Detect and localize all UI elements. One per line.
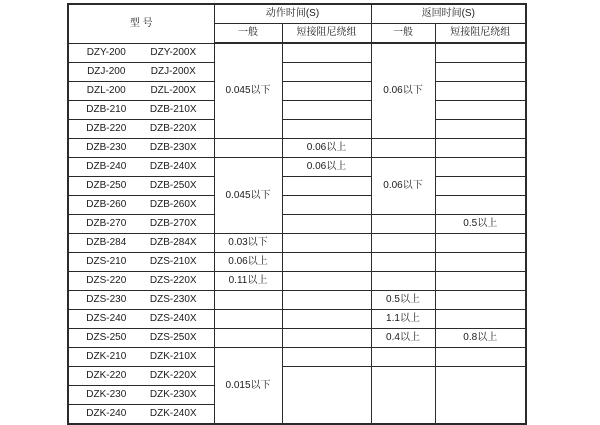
table-row xyxy=(68,101,526,120)
return-short-damping-cell xyxy=(435,348,526,367)
return-short-damping-cell xyxy=(435,43,526,63)
model-name-right: DZB-260X xyxy=(149,199,197,210)
model-name-left: DZB-284 xyxy=(86,237,127,248)
model-name-left: DZS-240 xyxy=(86,313,127,324)
model-name-right: DZS-230X xyxy=(149,294,197,305)
model-name-right: DZB-210X xyxy=(149,104,197,115)
return-general-cell xyxy=(371,367,435,425)
table-row xyxy=(68,310,526,329)
model-name-left: DZY-200 xyxy=(86,46,126,58)
model-name-right: DZB-220X xyxy=(149,123,197,134)
model-cell xyxy=(68,63,214,82)
return-general-cell: 1.1以上 xyxy=(371,310,435,329)
model-name-right: DZK-240X xyxy=(149,408,197,419)
model-cell xyxy=(68,348,214,367)
model-name-left: DZB-220 xyxy=(86,123,127,134)
header-model: 型 号 xyxy=(68,4,214,43)
table-row xyxy=(68,329,526,348)
table-row xyxy=(68,120,526,139)
model-name-right: DZK-230X xyxy=(149,389,197,400)
header-action-short-damping: 短接阻尼绕组 xyxy=(282,24,371,44)
model-cell xyxy=(68,82,214,101)
table-row xyxy=(68,272,526,291)
model-name-left: DZB-270 xyxy=(86,218,127,229)
action-short-damping-cell xyxy=(282,82,371,101)
table-row xyxy=(68,82,526,101)
action-general-cell xyxy=(214,310,282,329)
action-short-damping-cell xyxy=(282,367,371,425)
model-name-right: DZS-250X xyxy=(149,332,197,343)
header-action-general: 一般 xyxy=(214,24,282,44)
model-name-left: DZS-250 xyxy=(86,332,127,343)
table-row xyxy=(68,196,526,215)
action-short-damping-cell xyxy=(282,234,371,253)
return-general-cell xyxy=(371,234,435,253)
return-general-cell: 0.06以下 xyxy=(371,43,435,139)
action-general-cell xyxy=(214,291,282,310)
action-general-cell xyxy=(214,329,282,348)
model-name-left: DZS-210 xyxy=(86,256,127,267)
action-short-damping-cell xyxy=(282,310,371,329)
return-general-cell xyxy=(371,348,435,367)
model-name-left: DZK-230 xyxy=(86,389,127,400)
model-name-right: DZB-270X xyxy=(149,218,197,229)
model-cell xyxy=(68,101,214,120)
header-row-groups xyxy=(68,4,526,24)
action-short-damping-cell xyxy=(282,43,371,63)
table-row xyxy=(68,139,526,158)
return-short-damping-cell xyxy=(435,82,526,101)
return-short-damping-cell xyxy=(435,177,526,196)
model-cell xyxy=(68,386,214,405)
model-cell xyxy=(68,272,214,291)
return-general-cell xyxy=(371,139,435,158)
table-row xyxy=(68,367,526,386)
action-short-damping-cell xyxy=(282,329,371,348)
return-general-cell xyxy=(371,215,435,234)
model-name-left: DZS-230 xyxy=(86,294,127,305)
action-general-cell: 0.06以上 xyxy=(214,253,282,272)
action-short-damping-cell xyxy=(282,101,371,120)
return-general-cell xyxy=(371,253,435,272)
return-short-damping-cell: 0.5以上 xyxy=(435,215,526,234)
model-cell xyxy=(68,215,214,234)
action-general-cell: 0.045以下 xyxy=(214,43,282,139)
action-short-damping-cell xyxy=(282,177,371,196)
model-name-right: DZS-210X xyxy=(149,256,197,267)
action-short-damping-cell xyxy=(282,215,371,234)
table-row xyxy=(68,158,526,177)
return-general-cell: 0.4以上 xyxy=(371,329,435,348)
return-short-damping-cell xyxy=(435,158,526,177)
model-cell xyxy=(68,367,214,386)
model-name-right: DZL-200X xyxy=(150,85,197,96)
header-return-general: 一般 xyxy=(371,24,435,44)
model-cell xyxy=(68,234,214,253)
table-row xyxy=(68,177,526,196)
action-short-damping-cell xyxy=(282,120,371,139)
action-general-cell: 0.015以下 xyxy=(214,348,282,425)
return-short-damping-cell xyxy=(435,272,526,291)
model-name-left: DZB-210 xyxy=(86,104,127,115)
model-name-left: DZB-240 xyxy=(86,161,127,172)
model-name-left: DZJ-200 xyxy=(87,66,126,77)
model-cell xyxy=(68,120,214,139)
return-short-damping-cell xyxy=(435,101,526,120)
model-name-right: DZS-240X xyxy=(149,313,197,324)
return-short-damping-cell xyxy=(435,253,526,272)
model-cell xyxy=(68,158,214,177)
model-cell xyxy=(68,329,214,348)
return-short-damping-cell xyxy=(435,310,526,329)
model-cell xyxy=(68,310,214,329)
return-short-damping-cell: 0.8以上 xyxy=(435,329,526,348)
spec-table xyxy=(67,3,527,425)
action-general-cell: 0.03以下 xyxy=(214,234,282,253)
model-name-right: DZB-250X xyxy=(149,180,197,191)
return-short-damping-cell xyxy=(435,291,526,310)
model-name-left: DZK-210 xyxy=(86,351,127,362)
model-cell xyxy=(68,291,214,310)
model-name-left: DZB-250 xyxy=(86,180,127,191)
return-general-cell xyxy=(371,272,435,291)
header-return-time: 返回时间(S) xyxy=(371,4,526,24)
model-cell xyxy=(68,139,214,158)
table-row xyxy=(68,291,526,310)
model-name-left: DZL-200 xyxy=(86,85,126,96)
action-short-damping-cell xyxy=(282,196,371,215)
action-short-damping-cell: 0.06以上 xyxy=(282,158,371,177)
model-name-left: DZB-260 xyxy=(86,199,127,210)
header-action-time: 动作时间(S) xyxy=(214,4,371,24)
model-name-right: DZY-200X xyxy=(150,46,197,58)
return-short-damping-cell xyxy=(435,196,526,215)
model-name-left: DZK-240 xyxy=(86,408,127,419)
model-cell xyxy=(68,405,214,425)
model-cell xyxy=(68,253,214,272)
table-row xyxy=(68,215,526,234)
model-name-left: DZK-220 xyxy=(86,370,127,381)
model-name-right: DZB-230X xyxy=(149,142,197,153)
table-row xyxy=(68,348,526,367)
model-cell xyxy=(68,196,214,215)
model-name-right: DZJ-200X xyxy=(150,66,196,77)
return-short-damping-cell xyxy=(435,120,526,139)
action-short-damping-cell xyxy=(282,253,371,272)
return-short-damping-cell xyxy=(435,63,526,82)
action-short-damping-cell: 0.06以上 xyxy=(282,139,371,158)
return-general-cell: 0.5以上 xyxy=(371,291,435,310)
action-general-cell xyxy=(214,139,282,158)
table-row xyxy=(68,253,526,272)
header-return-short-damping: 短接阻尼绕组 xyxy=(435,24,526,44)
table-row xyxy=(68,234,526,253)
action-general-cell: 0.11以上 xyxy=(214,272,282,291)
return-short-damping-cell xyxy=(435,234,526,253)
model-cell xyxy=(68,43,214,63)
table-row xyxy=(68,63,526,82)
table-row xyxy=(68,43,526,63)
model-name-right: DZK-220X xyxy=(149,370,197,381)
model-name-left: DZB-230 xyxy=(86,142,127,153)
action-general-cell: 0.045以下 xyxy=(214,158,282,234)
action-short-damping-cell xyxy=(282,291,371,310)
model-name-left: DZS-220 xyxy=(86,275,127,286)
return-general-cell: 0.06以下 xyxy=(371,158,435,215)
action-short-damping-cell xyxy=(282,272,371,291)
model-name-right: DZK-210X xyxy=(149,351,197,362)
action-short-damping-cell xyxy=(282,348,371,367)
model-name-right: DZB-240X xyxy=(149,161,197,172)
model-name-right: DZB-284X xyxy=(149,237,197,248)
action-short-damping-cell xyxy=(282,63,371,82)
return-short-damping-cell xyxy=(435,367,526,425)
model-name-right: DZS-220X xyxy=(149,275,197,286)
return-short-damping-cell xyxy=(435,139,526,158)
model-cell xyxy=(68,177,214,196)
